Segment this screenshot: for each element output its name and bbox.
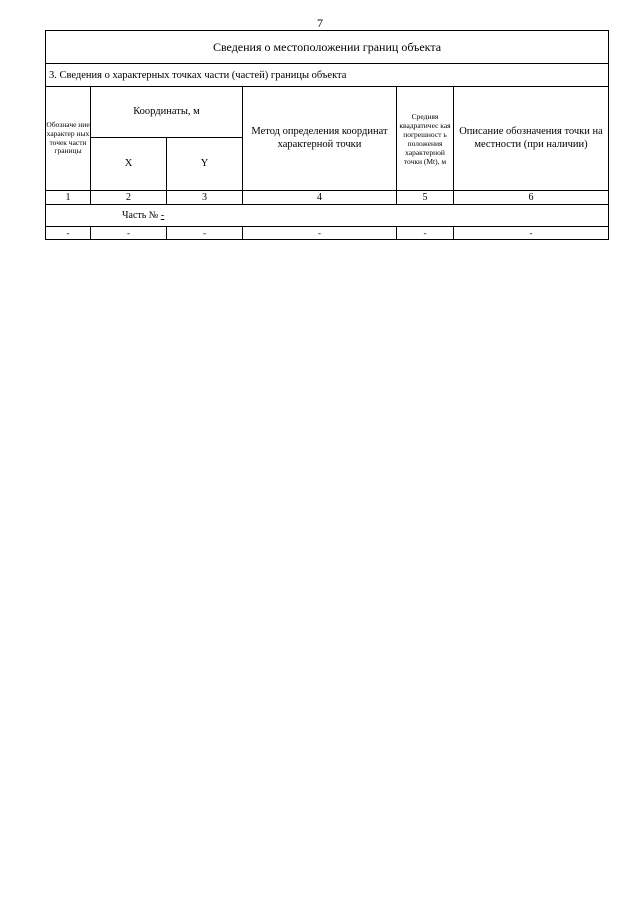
column-number: 5: [397, 191, 454, 205]
table-row: [46, 227, 609, 240]
header-description: Описание обозначения точки на местности (при наличии): [454, 87, 609, 191]
column-number: 3: [167, 191, 243, 205]
header-coordinates: Координаты, м: [91, 87, 243, 138]
header-method: Метод определения координат характерной точки: [243, 87, 397, 191]
part-row: [46, 205, 609, 227]
page-number: 7: [317, 16, 323, 30]
header-mean-error: Средняя квадратичес кая погрешност ь положения характерной точки (Mt), м: [397, 87, 454, 191]
table-cell: -: [243, 227, 397, 240]
table-cell: -: [454, 227, 609, 240]
table-cell: -: [167, 227, 243, 240]
table-cell: -: [91, 227, 167, 240]
header-point-designation: Обозначе ние характер ных точек части границы: [46, 87, 91, 191]
column-number: 2: [91, 191, 167, 205]
table-cell: -: [46, 227, 91, 240]
header-x: X: [91, 138, 167, 191]
column-number: 6: [454, 191, 609, 205]
section-title: 3. Сведения о характерных точках части (частей) границы объекта: [46, 64, 609, 87]
boundary-table: [45, 30, 609, 240]
part-number: -: [160, 210, 165, 221]
column-number: 1: [46, 191, 91, 205]
part-label: Часть №: [122, 210, 159, 221]
table-title: Сведения о местоположении границ объекта: [46, 31, 609, 64]
header-y: Y: [167, 138, 243, 191]
column-number: 4: [243, 191, 397, 205]
table-cell: -: [397, 227, 454, 240]
